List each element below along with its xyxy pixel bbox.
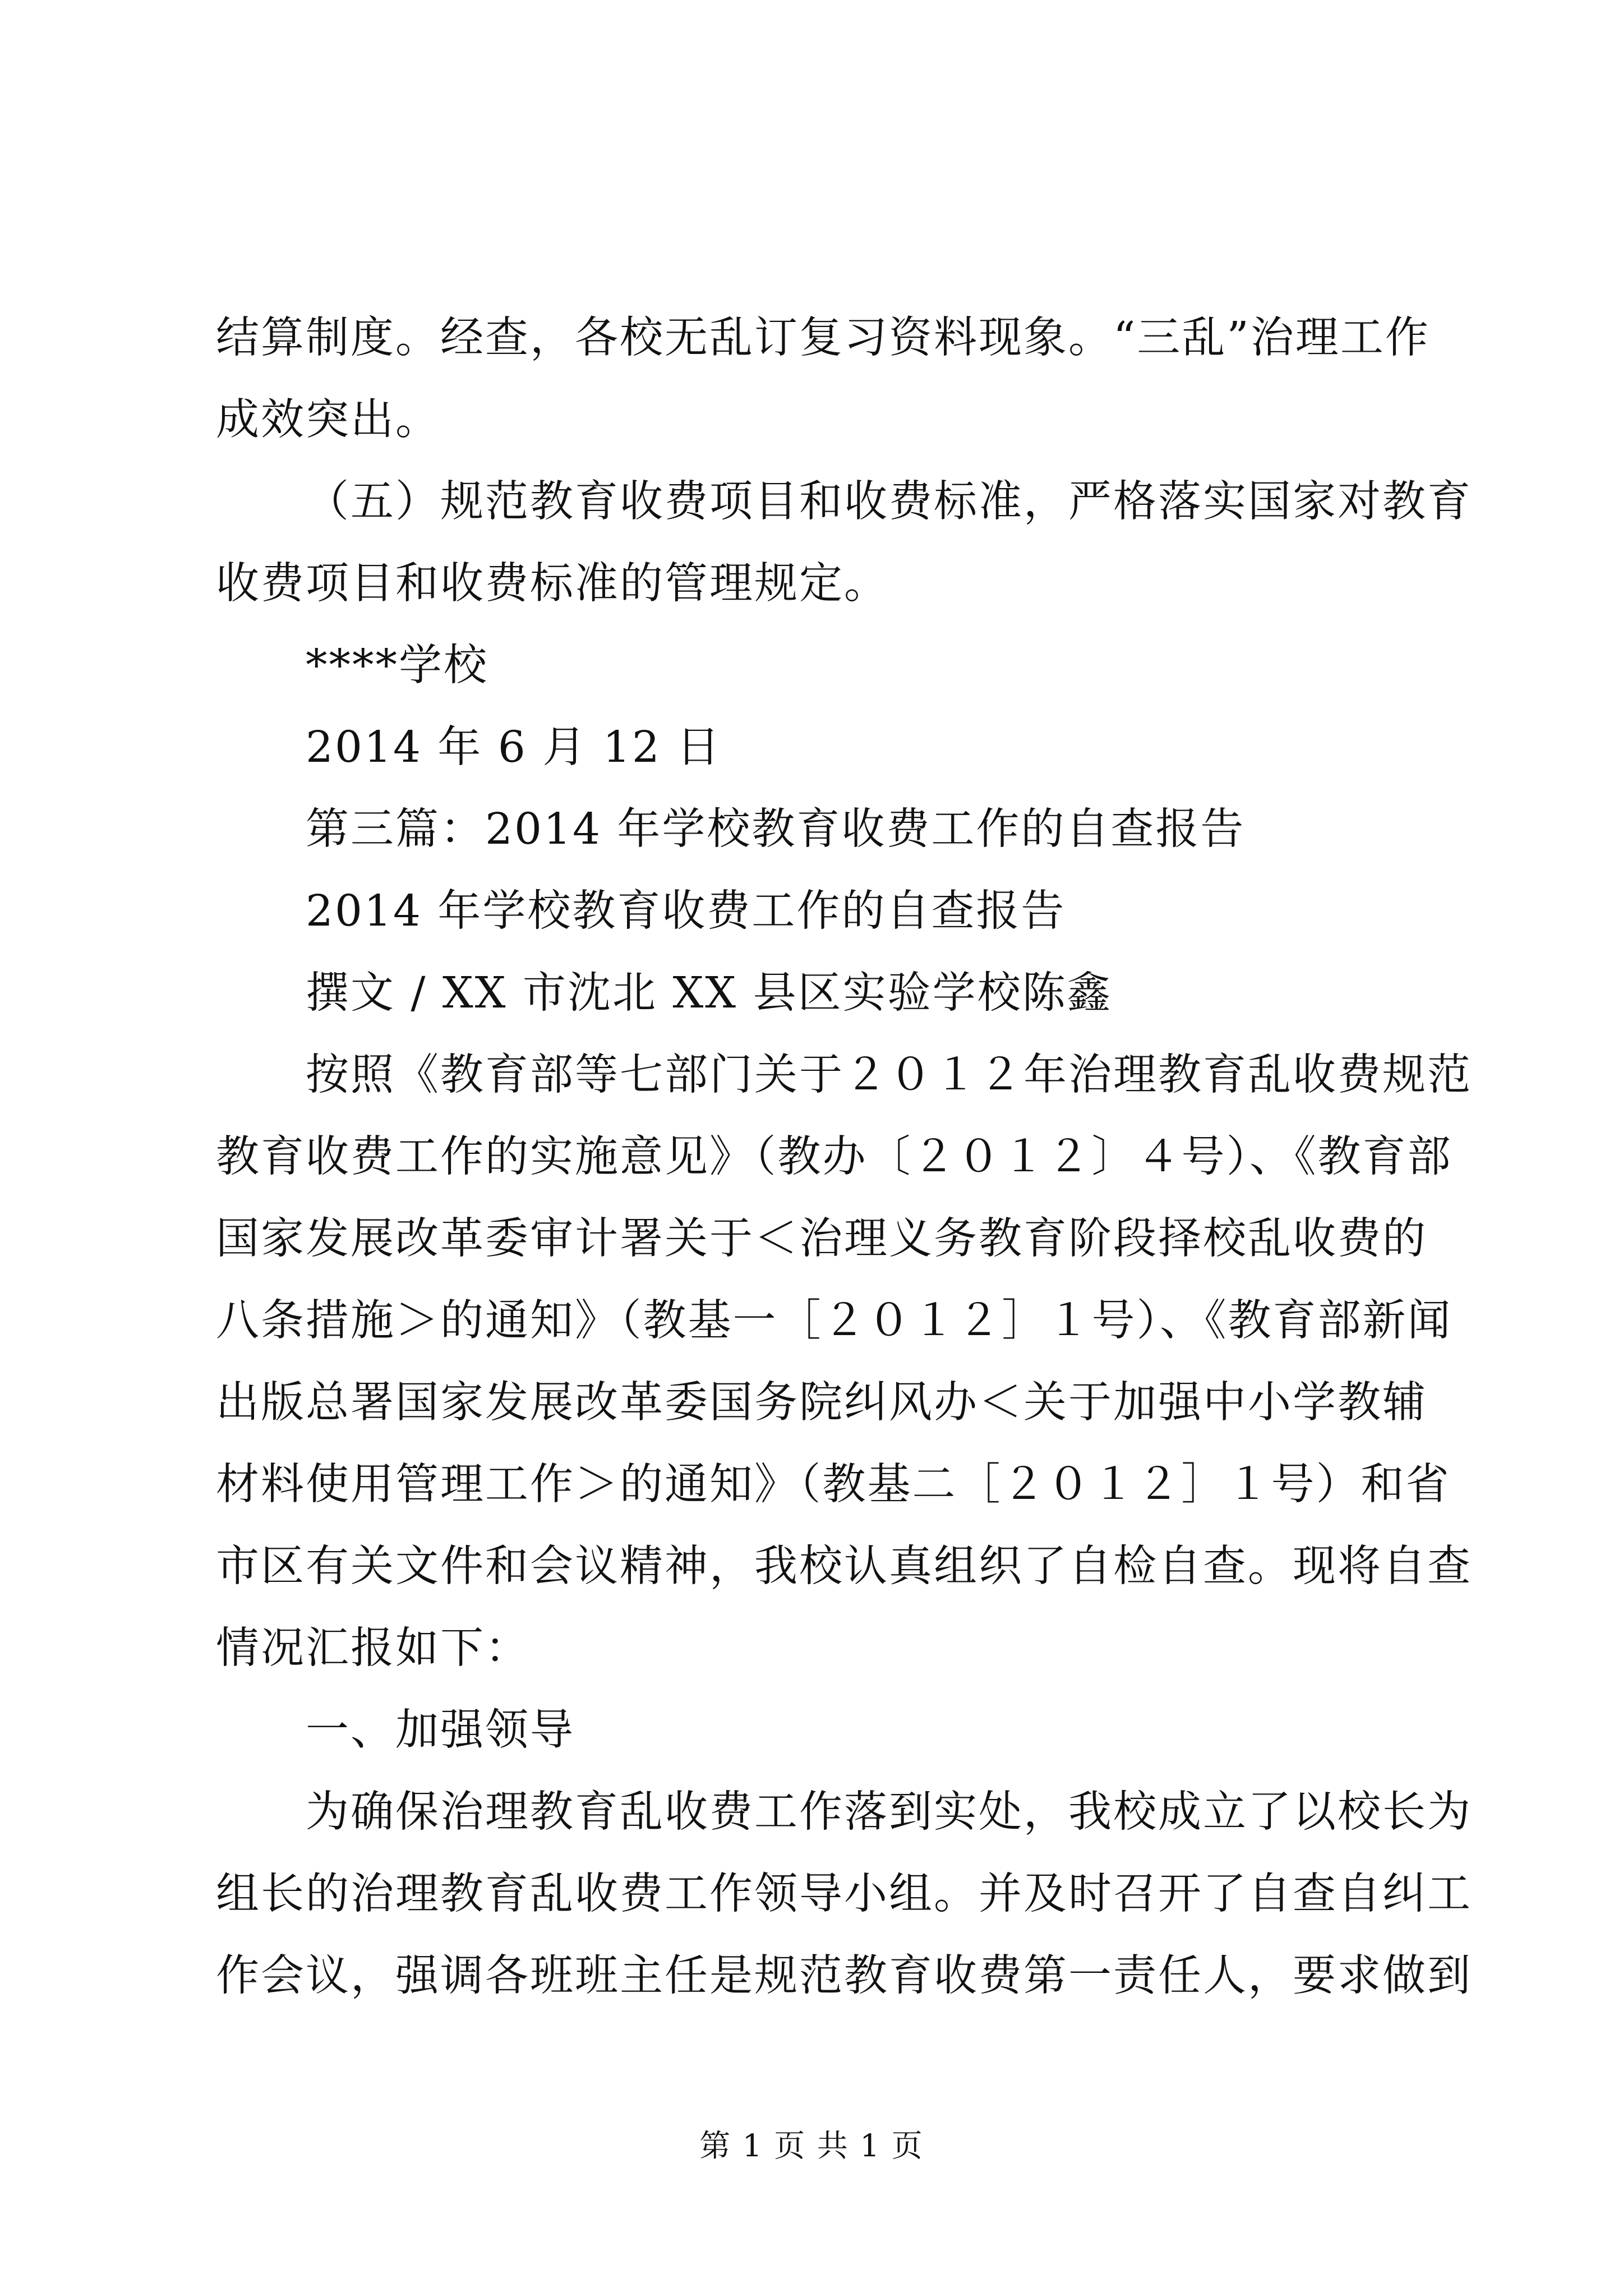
text-line: 为确保治理教育乱收费工作落到实处，我校成立了以校长为: [306, 1787, 1472, 1837]
text-line: 材料使用管理工作＞的通知》（教基二［２０１２］１号）和省: [216, 1460, 1451, 1510]
text-line: ****学校: [306, 641, 488, 691]
text-line: 组长的治理教育乱收费工作领导小组。并及时召开了自查自纠工: [216, 1869, 1472, 1919]
text-line: 国家发展改革委审计署关于＜治理义务教育阶段择校乱收费的: [216, 1214, 1427, 1264]
text-line: 作会议，强调各班班主任是规范教育收费第一责任人，要求做到: [216, 1951, 1472, 2001]
text-line: 结算制度。经查，各校无乱订复习资料现象。“三乱”治理工作: [216, 313, 1430, 363]
text-line: （五）规范教育收费项目和收费标准，严格落实国家对教育: [306, 477, 1472, 527]
text-line: 成效突出。: [216, 395, 440, 445]
text-line: 撰文 / XX 市沈北 XX 县区实验学校陈鑫: [306, 968, 1112, 1018]
text-line: 2014 年 6 月 12 日: [306, 723, 722, 772]
text-line: 按照《教育部等七部门关于２０１２年治理教育乱收费规范: [306, 1050, 1472, 1100]
document-body: [216, 297, 1472, 2017]
page-footer: 第 1 页 共 1 页: [699, 2128, 924, 2164]
text-line: 八条措施＞的通知》（教基一［２０１２］１号）、《教育部新闻: [216, 1296, 1453, 1346]
text-line: 2014 年学校教育收费工作的自查报告: [306, 886, 1066, 936]
text-line: 一、加强领导: [306, 1705, 575, 1755]
text-line: 收费项目和收费标准的管理规定。: [216, 559, 889, 609]
text-line: 第三篇：2014 年学校教育收费工作的自查报告: [306, 804, 1246, 854]
text-line: 教育收费工作的实施意见》（教办〔２０１２〕４号）、《教育部: [216, 1132, 1453, 1182]
text-line: 出版总署国家发展改革委国务院纠风办＜关于加强中小学教辅: [216, 1378, 1427, 1428]
text-line: 市区有关文件和会议精神，我校认真组织了自检自查。现将自查: [216, 1542, 1472, 1591]
text-line: 情况汇报如下：: [216, 1623, 530, 1673]
